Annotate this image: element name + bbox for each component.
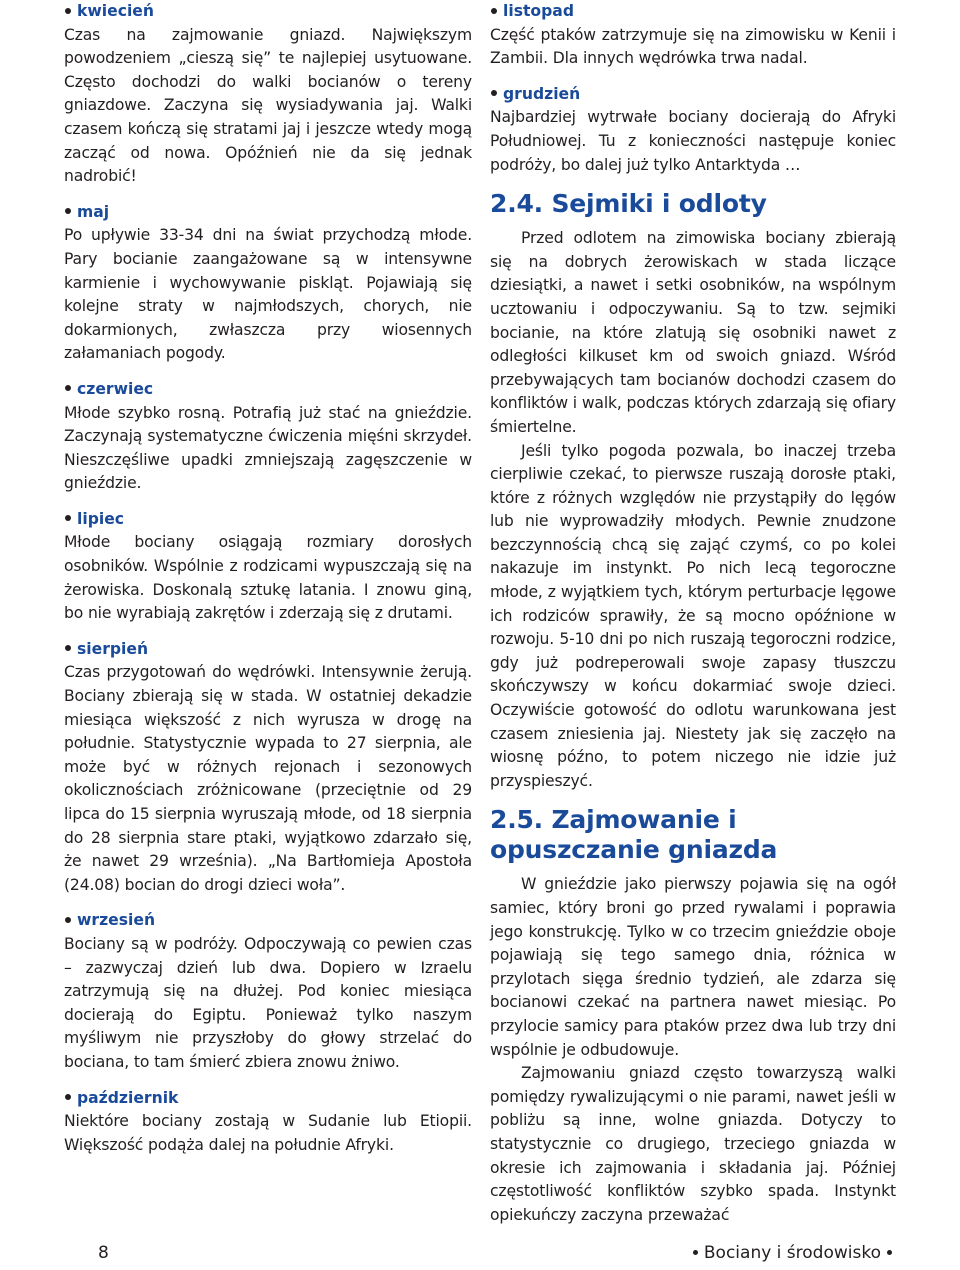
section-heading-2-4: 2.4. Sejmiki i odloty xyxy=(490,189,767,219)
month-text-wrzesien: Bociany są w podróży. Odpoczywają co pewien czas – zazwyczaj dzień lub dwa. Dopiero w Izraelu zatrzymują się na dłużej. Pod koniec miesiąca docierają do Egiptu. Ponieważ tylko naszym myśliwym nie przyszłoby do głowy strzelać do bociana, to tam śmierć zbiera znowu żniwo. xyxy=(64,934,472,1071)
section-heading-2-5: 2.5. Zajmowanie i opuszczanie gniazda xyxy=(490,805,778,865)
month-heading-wrzesien: wrzesień xyxy=(64,909,472,933)
bullet-icon xyxy=(65,1094,71,1100)
right-column xyxy=(490,0,896,1227)
month-heading-czerwiec: czerwiec xyxy=(64,378,472,402)
bullet-icon xyxy=(65,645,71,651)
month-text-sierpien: Czas przygotowań do wędrówki. Intensywnie żerują. Bociany zbierają się w stada. W ostatniej dekadzie miesiąca większość z nich wyrusza w drogę na południe. Statystycznie wypada to 27 sierpnia, ale może być w różnych rejonach i sezonowych okolicznościach zróżnicowane (przeciętnie od 29 lipca do 15 sierpnia wyruszają młode, od 18 sierpnia do 28 sierpnia stare ptaki, wyjątkowo zdarzało się, że nawet 29 września). „Na Bartłomieja Apostoła (24.08) bocian do drogi dzieci woła”. xyxy=(64,663,472,894)
page-number: 8 xyxy=(98,1243,109,1263)
month-heading-listopad: listopad xyxy=(490,0,896,24)
left-column xyxy=(64,0,472,1157)
month-text-grudzien: Najbardziej wytrwałe bociany docierają do Afryki Południowej. Tu z konieczności następuje koniec podróży, bo dalej już tylko Antarktyda … xyxy=(490,108,896,174)
bullet-icon xyxy=(65,8,71,14)
section-2-4-paragraph-1: Przed odlotem na zimowiska bociany zbierają się na dobrych żerowiskach w stada liczące dziesiątki, a nawet i setki osobników, na wspólnym ucztowaniu i odpoczywaniu. Są to tzw. sejmiki bocianie, na które zlatują się osobniki nawet z odległości kilkuset km od swoich gniazd. Wśród przebywających tam bocianów dochodzi czasem do konfliktów i walk, podczas których zdarzają się ofiary śmiertelne. xyxy=(490,229,896,436)
month-heading-maj: maj xyxy=(64,201,472,225)
section-2-5-paragraph-2: Zajmowaniu gniazd często towarzyszą walki pomiędzy rywalizującymi o nie parami, nawet jeśli w pobliżu są inne, wolne gniazda. Dotyczy to statystycznie co drugiego, trzeciego gniazda w okresie ich zajmowania i składania jaj. Później częstotliwość konfliktów szybko spada. Instynkt opiekuńczy zaczyna przeważać xyxy=(490,1064,896,1224)
bullet-icon xyxy=(65,917,71,923)
bullet-icon xyxy=(887,1250,892,1255)
month-heading-pazdziernik: październik xyxy=(64,1087,472,1111)
bullet-icon xyxy=(491,8,497,14)
bullet-icon xyxy=(65,385,71,391)
bullet-icon xyxy=(65,208,71,214)
section-2-4-paragraph-2: Jeśli tylko pogoda pozwala, bo inaczej trzeba cierpliwie czekać, to pierwsze ruszają dorosłe ptaki, które z różnych względów nie przystąpiły do lęgów lub nie wyprowadziły młodych. Pewnie znudzone bezczynnością chcą się zająć czymś, co po kolei nakazuje im instynkt. Po nich lecą tegoroczne młode, z wyjątkiem tych, którym perturbacje lęgowe ich rodziców sprawiły, że są mocno opóźnione w rozwoju. 5-10 dni po nich ruszają tegoroczni rodzice, gdy już podreperowali swoje zapasy tłuszczu skończywszy w końcu dokarmiać swoje dzieci. Oczywiście gotowość do odlotu warunkowana jest czasem zniesienia jaj. Niestety jak się zaczęło na wiosnę późno, to potem niczego nie idzie już przyspieszyć. xyxy=(490,441,896,790)
month-text-kwiecien: Czas na zajmowanie gniazd. Największym powodzeniem „cieszą się” te najlepiej usytuowane. Często dochodzi do walki bocianów o tereny gniazdowe. Zaczyna się wysiadywania jaj. Walki czasem kończą się stratami jaj i jeszcze wtedy mogą zacząć od nowa. Opóźnień nie da się jednak nadrobić! xyxy=(64,25,472,186)
month-heading-kwiecien: kwiecień xyxy=(64,0,472,24)
running-footer-title: Bociany i środowisko xyxy=(687,1243,898,1263)
bullet-icon xyxy=(491,90,497,96)
month-text-listopad: Część ptaków zatrzymuje się na zimowisku w Kenii i Zambii. Dla innych wędrówka trwa nadal. xyxy=(490,25,896,68)
month-text-czerwiec: Młode szybko rosną. Potrafią już stać na gnieździe. Zaczynają systematyczne ćwiczenia mięśni skrzydeł. Nieszczęśliwe upadki zmniejszają zagęszczenie w gnieździe. xyxy=(64,403,472,493)
month-heading-grudzien: grudzień xyxy=(490,83,896,107)
bullet-icon xyxy=(65,515,71,521)
month-text-maj: Po upływie 33-34 dni na świat przychodzą młode. Pary bocianie zaangażowane są w intensywne karmienie i wychowywanie piskląt. Pojawiają się kolejne straty w najmłodszych, chorych, nie dokarmionych, zwłaszcza przy wiosennych załamaniach pogody. xyxy=(64,226,472,363)
month-text-pazdziernik: Niektóre bociany zostają w Sudanie lub Etiopii. Większość podąża dalej na południe Afryki. xyxy=(64,1112,472,1154)
section-2-5-paragraph-1: W gnieździe jako pierwszy pojawia się na ogół samiec, który broni go przed rywalami i poprawia jego konstrukcję. Tylko w co trzecim gnieździe oboje pojawiają się tego samego dnia, różnica w przylotach sięga średnio tydzień, ale zdarza się bocianowi czekać na partnera nawet miesiąc. Po przylocie samicy para ptaków przez dwa lub trzy dni wspólnie je odbudowuje. xyxy=(490,875,896,1059)
bullet-icon xyxy=(693,1250,698,1255)
month-text-lipiec: Młode bociany osiągają rozmiary dorosłych osobników. Wspólnie z rodzicami wypuszczają się na żerowiska. Doskonalą sztukę latania. I znowu giną, bo nie wyrabiają zakrętów i zderzają się z drutami. xyxy=(64,533,472,623)
month-heading-lipiec: lipiec xyxy=(64,508,472,532)
month-heading-sierpien: sierpień xyxy=(64,638,472,662)
